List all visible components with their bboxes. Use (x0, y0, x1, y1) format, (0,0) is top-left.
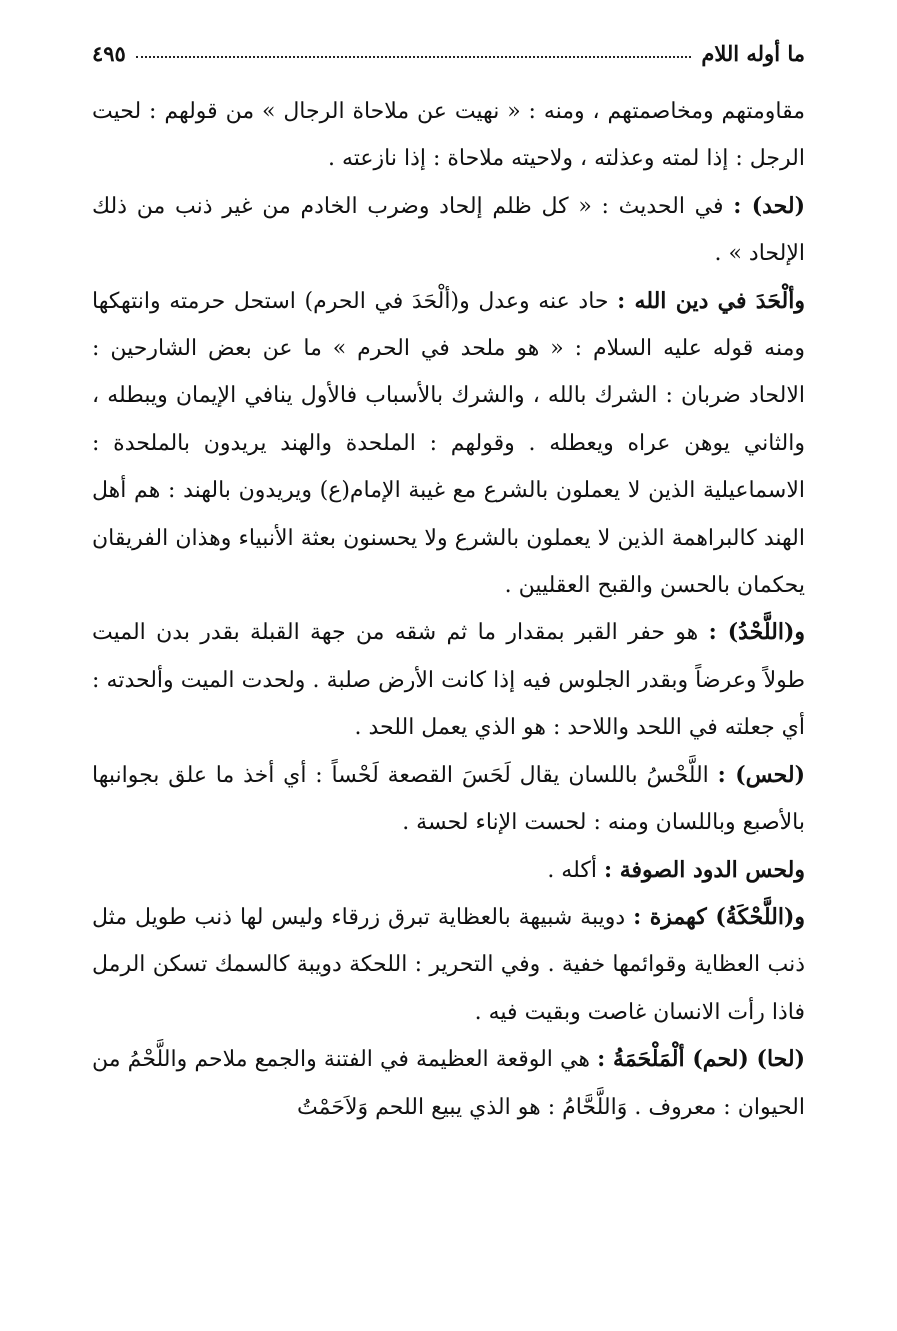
entry-text: في الحديث : « كل ظلم إلحاد وضرب الخادم من غير ذنب من ذلك الإلحاد » . (92, 193, 805, 267)
entry-headword: و(اللَّحْكَةُ) كهمزة : (633, 903, 806, 930)
entry-paragraph (92, 609, 805, 751)
entry-text: مقاومتهم ومخاصمتهم ، ومنه : « نهيت عن ملاحاة الرجال » من قولهم : لحيت الرجل : إذا لمته وعذلته ، ولاحيته ملاحاة : إذا نازعته . (92, 99, 805, 172)
page-number: ٤٩٥ (92, 40, 126, 66)
entry-paragraph (92, 88, 805, 183)
running-header (92, 36, 805, 70)
entry-headword: (لحس) : (717, 761, 805, 788)
entry-headword: (لحد) : (733, 192, 805, 219)
dictionary-body (92, 88, 805, 1131)
entry-text: أكله . (547, 857, 604, 883)
entry-text: هي الوقعة العظيمة في الفتنة والجمع ملاحم واللَّحْمُ من الحيوان : معروف . وَاللَّحَّامُ : هو الذي يبيع اللحم وَلاَحَمْتُ (92, 1047, 805, 1120)
entry-paragraph (92, 752, 805, 847)
entry-text: اللَّحْسُ باللسان يقال لَحَسَ القصعة لَحْساً : أي أخذ ما علق بجوانبها بالأصبع وباللسان ومنه : لحست الإناء لحسة . (92, 762, 805, 836)
entry-paragraph (92, 847, 805, 894)
header-dotted-leader (136, 56, 691, 58)
entry-paragraph (92, 278, 805, 610)
entry-text: دويبة شبيهة بالعظاية تبرق زرقاء وليس لها ذنب طويل مثل ذنب العظاية وقوائمها خفية . وفي التحرير : اللحكة دويبة كالسمك تسكن الرمل فاذا رأت الانسان غاصت وبقيت فيه . (92, 904, 805, 1025)
header-title: ما أوله اللام (701, 40, 805, 66)
entry-headword: ولحس الدود الصوفة : (603, 856, 805, 883)
entry-paragraph (92, 894, 805, 1036)
entry-headword: و(اللَّحْدُ) : (708, 619, 805, 646)
entry-paragraph (92, 1036, 805, 1131)
entry-paragraph (92, 183, 805, 278)
entry-headword: وألْحَدَ في دين الله : (617, 287, 805, 314)
entry-headword: (لحا) (لحم) ألْمَلْحَمَةُ : (597, 1046, 805, 1073)
entry-text: هو حفر القبر بمقدار ما ثم شقه من جهة القبلة بقدر بدن الميت طولاً وعرضاً وبقدر الجلوس فيه إذا كانت الأرض صلبة . ولحدت الميت وألحدته : أي جعلته في اللحد واللاحد : هو الذي يعمل اللحد . (92, 620, 805, 741)
entry-text: حاد عنه وعدل و(ألْحَدَ في الحرم) استحل حرمته وانتهكها ومنه قوله عليه السلام : « هو ملحد في الحرم » ما عن بعض الشارحين : الالحاد ضربان : الشرك بالله ، والشرك بالأسباب فالأول ينافي الإيمان ويبطله ، والثاني يوهن عراه ويعطله . وقولهم : الملحدة والهند يريدون بالملحدة : الاسماعيلية الذين لا يعملون بالشرع مع غيبة الإمام(ع) ويريدون بالهند : هم أهل الهند كالبراهمة الذين لا يعملون بالشرع ولا يحسنون بعثة الأنبياء وهذان الفريقان يحكمان بالحسن والقبح العقليين . (92, 288, 805, 599)
